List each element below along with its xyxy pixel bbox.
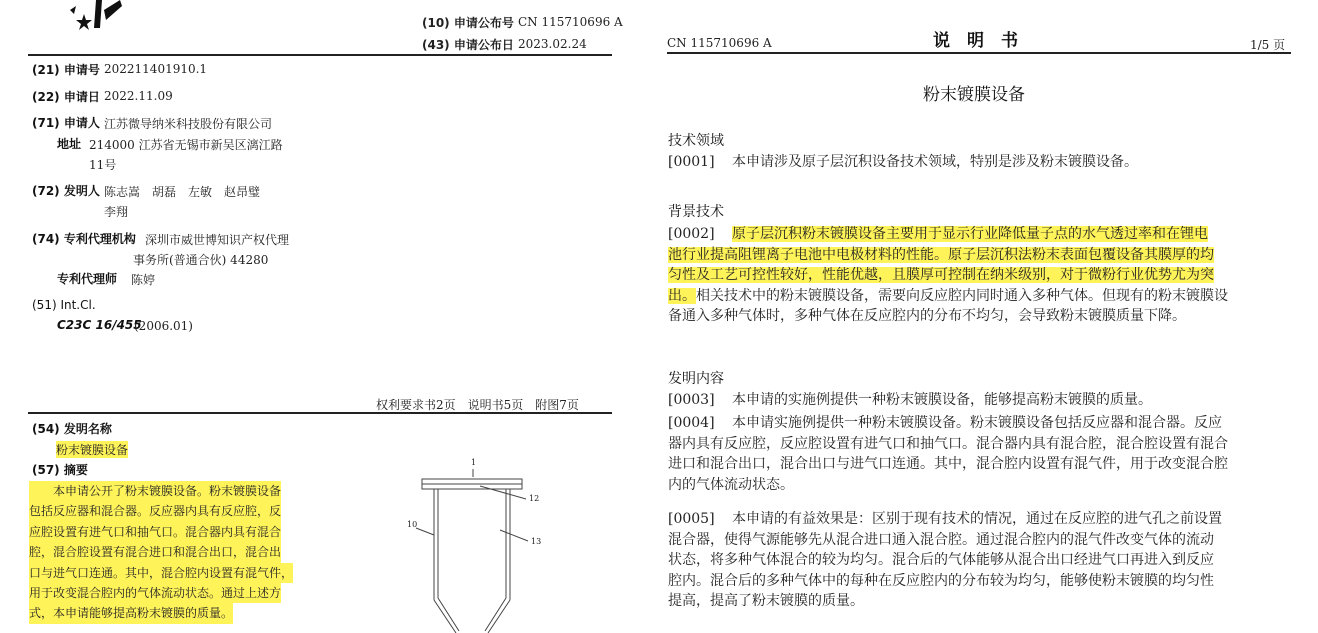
paragraph-number: [0003] (668, 392, 715, 408)
applicant-label: (71) 申请人 (32, 116, 100, 130)
app-no-label: (21) 申请号 (32, 63, 100, 77)
section-heading-technical-field: 技术领域 (668, 133, 724, 149)
title-value: 粉末镀膜设备 (56, 443, 129, 457)
address-line1: 214000 江苏省无锡市新吴区漓江路 (89, 138, 283, 152)
abstract-line: 本申请公开了粉末镀膜设备。粉末镀膜设备 (29, 481, 281, 501)
highlighted-text: 原子层沉积粉末镀膜设备主要用于显示行业降低量子点的水气透过率和在锂电 (732, 226, 1208, 242)
paragraph-number: [0001] (668, 154, 715, 170)
paragraph-0001 (668, 152, 1293, 173)
highlighted-text: 池行业提高阻锂离子电池中电极材料的性能。原子层沉积法粉末表面包覆设备其膜厚的均 (668, 246, 1214, 263)
abstract-label: (57) 摘要 (32, 463, 88, 477)
header-rule (28, 54, 612, 56)
agency-line2: 事务所(普通合伙) 44280 (133, 253, 269, 267)
highlighted-text: 出。 (668, 287, 696, 304)
highlighted-text: 匀性及工艺可控性较好，性能优越，且膜厚可控制在纳米级别，对于微粉行业优势尤为突 (668, 267, 1214, 283)
address-line2: 11号 (89, 158, 117, 172)
paragraph-0004 (668, 413, 1293, 495)
figure-label-12: 12 (529, 494, 540, 503)
paragraph-number: [0004] (668, 415, 715, 431)
abstract-line: 用于改变混合腔内的气体流动状态。通过上述方 (29, 583, 281, 603)
paragraph-line: 提高，提高了粉末镀膜的质量。 (668, 593, 864, 609)
agency-label: (74) 专利代理机构 (32, 232, 136, 246)
agency-line1: 深圳市威世博知识产权代理 (145, 233, 290, 247)
intcl-label: (51) Int.Cl. (32, 298, 96, 312)
intcl-year: (2006.01) (134, 319, 193, 333)
abstract-body (29, 481, 319, 624)
abstract-line: 包括反应器和混合器。反应器内具有反应腔，反 (29, 501, 281, 521)
section-heading-summary: 发明内容 (668, 371, 724, 387)
paragraph-line: 腔内。混合后的多种气体中的每种在反应腔内的分布较为均匀，能够使粉末镀膜的均匀性 (668, 572, 1214, 589)
applicant-value: 江苏微导纳米科技股份有限公司 (104, 117, 273, 131)
patent-front-page (0, 0, 640, 633)
inventor-label: (72) 发明人 (32, 184, 100, 198)
abstract-line: 口与进气口连通。其中，混合腔内设置有混气件， (29, 563, 293, 583)
paragraph-line: 备通入多种气体时，多种气体在反应腔内的分布不均匀，会导致粉末镀膜质量下降。 (668, 308, 1186, 324)
abstract-line: 腔，混合腔设置有混合进口和混合出口，混合出 (29, 542, 281, 562)
paragraph-line: 本申请涉及原子层沉积设备技术领域，特别是涉及粉末镀膜设备。 (732, 154, 1138, 170)
title-label: (54) 发明名称 (32, 422, 112, 436)
pub-no-label: (10) 申请公布号 (422, 16, 514, 30)
figure-label-10: 10 (407, 520, 418, 529)
paragraph-line: 本申请的有益效果是：区别于现有技术的情况，通过在反应腔的进气孔之前设置 (732, 511, 1222, 527)
main-title: 粉末镀膜设备 (923, 85, 1025, 105)
paragraph-0005 (668, 509, 1293, 612)
paragraph-line: 进口和混合出口，混合出口与进气口连通。其中，混合腔内设置有混气件，用于改变混合腔 (668, 456, 1228, 472)
paragraph-line: 器内具有反应腔，反应腔设置有进气口和抽气口。混合器内具有混合腔，混合腔设置有混合 (668, 435, 1228, 452)
paragraph-0002 (668, 224, 1293, 327)
intcl-value: C23C 16/455 (57, 318, 142, 332)
inventor-line1: 陈志嵩 胡磊 左敏 赵昂璧 (104, 185, 261, 199)
pages-info: 权利要求书2页 说明书5页 附图7页 (376, 398, 579, 412)
app-date-label: (22) 申请日 (32, 90, 100, 104)
paragraph-0003 (668, 390, 1293, 411)
figure-label-1: 1 (471, 458, 477, 467)
inventor-line2: 李翔 (104, 205, 129, 219)
cnipa-logo-icon (60, 0, 130, 32)
paragraph-line: 状态，将多种气体混合的较为均匀。混合后的气体能够从混合出口经进气口再进入到反应 (668, 552, 1214, 568)
paragraph-line: 本申请的实施例提供一种粉末镀膜设备，能够提高粉末镀膜的质量。 (732, 392, 1152, 408)
section-heading-background: 背景技术 (668, 204, 724, 220)
paragraph-line: 内的气体流动状态。 (668, 476, 794, 493)
pub-date-value: 2023.02.24 (518, 37, 587, 51)
doc-number: CN 115710696 A (667, 36, 772, 50)
figure-label-13: 13 (531, 537, 542, 546)
pub-no-value: CN 115710696 A (518, 15, 623, 29)
paragraph-line: 混合器，使得气源能够先从混合进口通入混合腔。通过混合腔内的混气件改变气体的流动 (668, 531, 1214, 548)
agent-value: 陈婷 (131, 273, 156, 287)
paragraph-number: [0005] (668, 511, 715, 527)
abstract-line: 应腔设置有进气口和抽气口。混合器内具有混合 (29, 522, 281, 542)
app-no-value: 202211401910.1 (104, 62, 208, 76)
mid-rule (28, 412, 612, 414)
pub-date-label: (43) 申请公布日 (422, 38, 514, 52)
header-rule (667, 52, 1291, 54)
abstract-line: 式，本申请能够提高粉末镀膜的质量。 (29, 603, 233, 623)
patent-description-page (660, 0, 1318, 633)
address-label: 地址 (57, 137, 82, 151)
agent-label: 专利代理师 (57, 272, 118, 286)
paragraph-line: 相关技术中的粉末镀膜设备，需要向反应腔内同时通入多种气体。但现有的粉末镀膜设 (696, 287, 1228, 304)
paragraph-line: 本申请实施例提供一种粉末镀膜设备。粉末镀膜设备包括反应器和混合器。反应 (732, 415, 1222, 431)
paragraph-number: [0002] (668, 226, 715, 242)
page-number: 1/5 页 (1250, 38, 1286, 52)
header-title: 说 明 书 (933, 31, 1018, 51)
app-date-value: 2022.11.09 (104, 89, 173, 103)
